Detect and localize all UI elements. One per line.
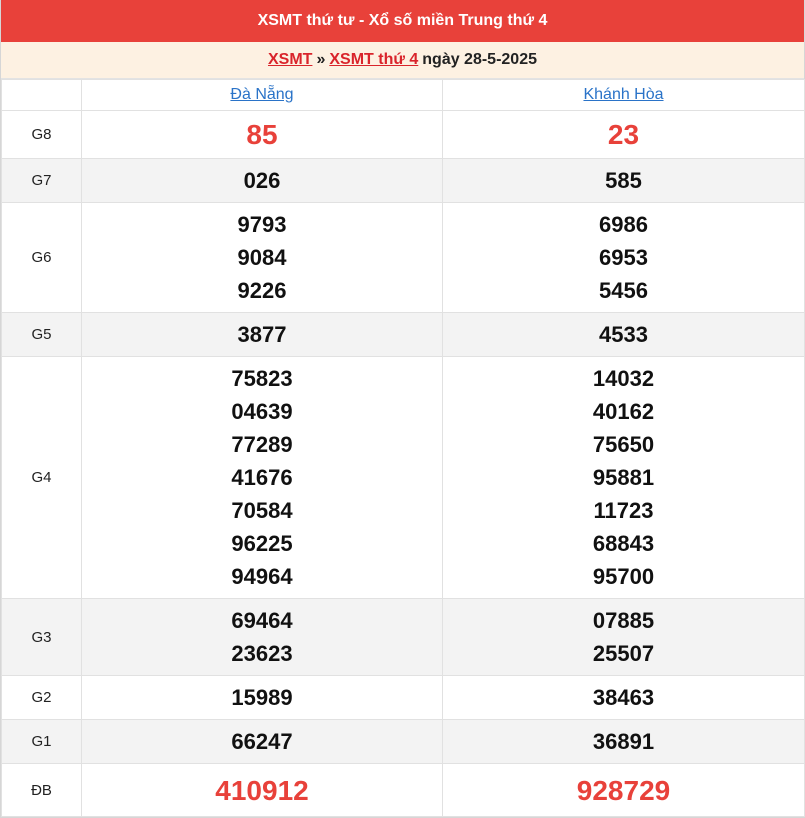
prize-label-g4: G4 xyxy=(2,357,82,599)
g8-da-nang-number: 85 xyxy=(246,119,278,150)
header-da-nang-cell xyxy=(82,80,443,111)
prize-label-g8: G8 xyxy=(2,111,82,159)
g8-khanh-hoa-cell xyxy=(443,111,805,159)
g7-da-nang-cell xyxy=(82,159,443,203)
g3-khanh-hoa-number: 07885 xyxy=(592,608,655,633)
table-row-g3 xyxy=(2,599,805,676)
g8-da-nang-cell xyxy=(82,111,443,159)
breadcrumb-link-xsmt[interactable]: XSMT xyxy=(267,51,313,68)
g1-da-nang-number: 66247 xyxy=(231,729,293,754)
prize-label-g2: G2 xyxy=(2,676,82,720)
g4-da-nang-number: 75823 xyxy=(231,366,293,391)
table-row-g7 xyxy=(2,159,805,203)
g3-khanh-hoa-cell xyxy=(443,599,805,676)
table-row-g4 xyxy=(2,357,805,599)
db-khanh-hoa-number: 928729 xyxy=(576,774,671,806)
prize-label-g6: G6 xyxy=(2,203,82,313)
prize-label-g7: G7 xyxy=(2,159,82,203)
g2-da-nang-cell xyxy=(82,676,443,720)
prize-label-db: ĐB xyxy=(2,764,82,817)
table-row-g1 xyxy=(2,720,805,764)
g4-da-nang-number: 96225 xyxy=(231,531,293,556)
table-row-g5 xyxy=(2,313,805,357)
g4-khanh-hoa-cell xyxy=(443,357,805,599)
g5-khanh-hoa-cell xyxy=(443,313,805,357)
g3-khanh-hoa-number: 25507 xyxy=(592,641,655,666)
g6-da-nang-number: 9084 xyxy=(237,245,287,270)
g6-da-nang-cell xyxy=(82,203,443,313)
g4-da-nang-number: 04639 xyxy=(231,399,293,424)
g5-khanh-hoa-number: 4533 xyxy=(599,322,648,347)
breadcrumb-date: ngày 28-5-2025 xyxy=(422,51,537,68)
g2-khanh-hoa-cell xyxy=(443,676,805,720)
g6-khanh-hoa-number: 6986 xyxy=(599,212,648,237)
prize-label-g1: G1 xyxy=(2,720,82,764)
g4-khanh-hoa-number: 95700 xyxy=(592,564,655,589)
province-link-da-nang[interactable]: Đà Nẵng xyxy=(230,86,294,103)
g1-khanh-hoa-cell xyxy=(443,720,805,764)
g4-da-nang-number: 70584 xyxy=(231,498,293,523)
header-khanh-hoa-cell xyxy=(443,80,805,111)
g4-khanh-hoa-number: 11723 xyxy=(593,498,654,523)
g8-khanh-hoa-number: 23 xyxy=(607,119,640,150)
g7-da-nang-number: 026 xyxy=(243,168,281,193)
g6-da-nang-number: 9793 xyxy=(237,212,287,237)
g4-khanh-hoa-number: 40162 xyxy=(592,399,655,424)
db-khanh-hoa-cell xyxy=(443,764,805,817)
g4-khanh-hoa-number: 95881 xyxy=(592,465,655,490)
g7-khanh-hoa-number: 585 xyxy=(605,168,642,193)
breadcrumb-separator: » xyxy=(316,51,326,68)
g5-da-nang-cell xyxy=(82,313,443,357)
g1-da-nang-cell xyxy=(82,720,443,764)
g7-khanh-hoa-cell xyxy=(443,159,805,203)
g2-khanh-hoa-number: 38463 xyxy=(592,685,655,710)
g4-da-nang-number: 77289 xyxy=(231,432,293,457)
g4-da-nang-number: 94964 xyxy=(231,564,293,589)
prize-label-g5: G5 xyxy=(2,313,82,357)
breadcrumb xyxy=(1,42,804,79)
db-da-nang-number: 410912 xyxy=(215,774,309,806)
g2-da-nang-number: 15989 xyxy=(231,685,293,710)
table-row-g2 xyxy=(2,676,805,720)
g1-khanh-hoa-number: 36891 xyxy=(592,729,655,754)
g6-da-nang-number: 9226 xyxy=(237,278,287,303)
province-link-khanh-hoa[interactable]: Khánh Hòa xyxy=(583,86,664,103)
g4-khanh-hoa-number: 68843 xyxy=(592,531,655,556)
g4-da-nang-number: 41676 xyxy=(231,465,293,490)
table-row-g6 xyxy=(2,203,805,313)
g3-da-nang-number: 69464 xyxy=(231,608,293,633)
g4-khanh-hoa-number: 75650 xyxy=(592,432,655,457)
g3-da-nang-cell xyxy=(82,599,443,676)
g6-khanh-hoa-number: 5456 xyxy=(599,278,648,303)
table-row-db xyxy=(2,764,805,817)
prize-label-g3: G3 xyxy=(2,599,82,676)
header-empty-cell xyxy=(2,80,82,111)
g4-da-nang-cell xyxy=(82,357,443,599)
table-row-g8 xyxy=(2,111,805,159)
table-header-row xyxy=(2,80,805,111)
results-table xyxy=(1,79,805,817)
g4-khanh-hoa-number: 14032 xyxy=(592,366,655,391)
breadcrumb-link-xsmt-thu-4[interactable]: XSMT thứ 4 xyxy=(329,51,419,68)
page-title: XSMT thứ tư - Xổ số miền Trung thứ 4 xyxy=(1,0,804,42)
g6-khanh-hoa-number: 6953 xyxy=(599,245,648,270)
g3-da-nang-number: 23623 xyxy=(231,641,293,666)
g5-da-nang-number: 3877 xyxy=(237,322,287,347)
db-da-nang-cell xyxy=(82,764,443,817)
g6-khanh-hoa-cell xyxy=(443,203,805,313)
